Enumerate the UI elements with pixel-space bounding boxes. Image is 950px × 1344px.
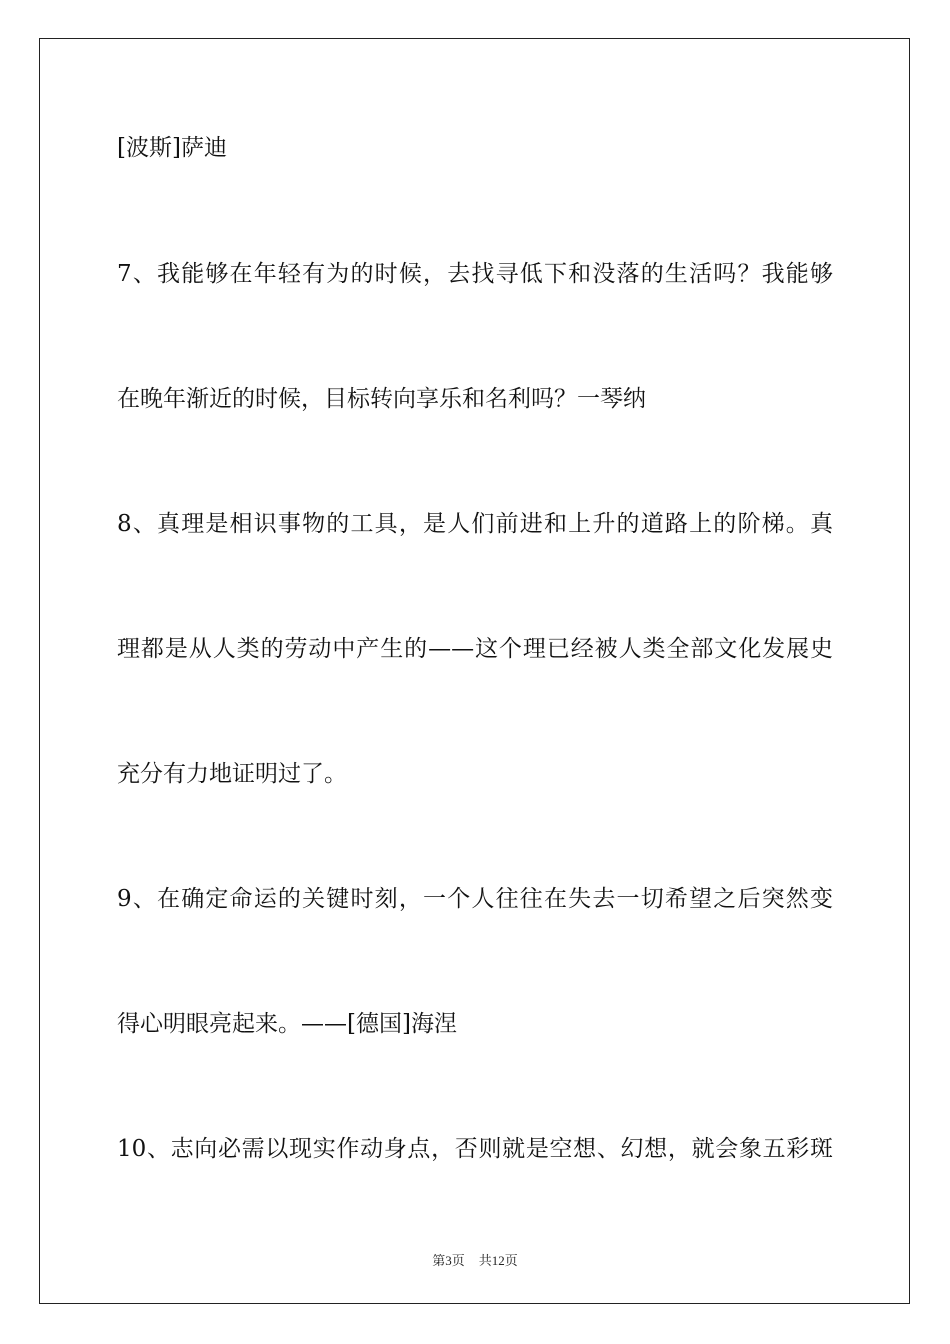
text-line-quote-8-c: 充分有力地证明过了。 <box>117 761 347 787</box>
text-line-quote-10-a: 10、志向必需以现实作动身点，否则就是空想、幻想，就会象五彩斑 <box>117 1136 833 1162</box>
text-line-quote-7-b: 在晚年渐近的时候，目标转向享乐和名利吗？一琴纳 <box>117 386 646 412</box>
page-border <box>39 38 910 1304</box>
page-number: 第3页 <box>432 1253 465 1268</box>
text-line-quote-7-a: 7、我能够在年轻有为的时候，去找寻低下和没落的生活吗？我能够 <box>117 261 833 287</box>
page-total: 共12页 <box>478 1253 518 1268</box>
text-line-quote-8-a: 8、真理是相识事物的工具，是人们前进和上升的道路上的阶梯。真 <box>117 511 833 537</box>
text-line-attribution-sadi: [波斯]萨迪 <box>117 135 227 161</box>
text-line-quote-9-a: 9、在确定命运的关键时刻，一个人往往在失去一切希望之后突然变 <box>117 886 833 912</box>
text-line-quote-9-b: 得心明眼亮起来。——[德国]海涅 <box>117 1011 457 1037</box>
text-line-quote-8-b: 理都是从人类的劳动中产生的——这个理已经被人类全部文化发展史 <box>117 636 833 662</box>
page-footer <box>0 1250 950 1269</box>
